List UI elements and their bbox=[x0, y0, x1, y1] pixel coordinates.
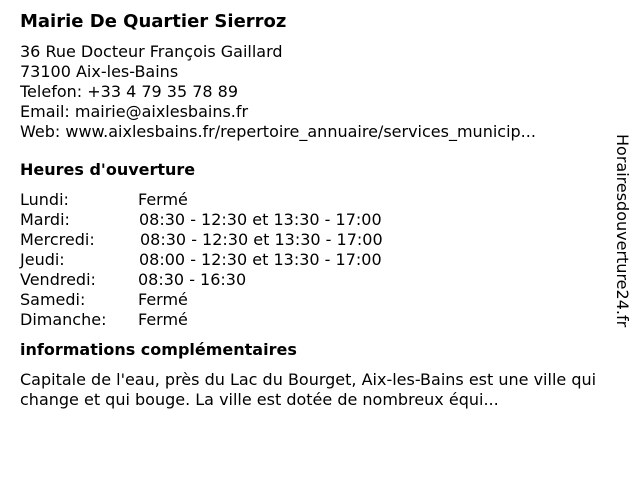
hours-row-mercredi bbox=[20, 230, 605, 250]
business-card bbox=[20, 10, 605, 410]
hours-value: 08:30 - 16:30 bbox=[138, 270, 247, 289]
day-label: Mardi: bbox=[20, 210, 70, 229]
page-title: Mairie De Quartier Sierroz bbox=[20, 11, 287, 32]
day-label: Samedi: bbox=[20, 290, 86, 309]
additional-info-text: Capitale de l'eau, près du Lac du Bourget, Aix-les-Bains est une ville qui change et qui bouge. La ville est dotée de nombreux équi... bbox=[20, 370, 597, 409]
hours-row-vendredi bbox=[20, 270, 605, 290]
hours-row-mardi bbox=[20, 210, 605, 230]
hours-value: Fermé bbox=[138, 310, 188, 329]
opening-hours-heading: Heures d'ouverture bbox=[20, 160, 196, 179]
hours-row-dimanche bbox=[20, 310, 605, 330]
hours-value: Fermé bbox=[138, 190, 188, 209]
hours-row-lundi bbox=[20, 190, 605, 210]
hours-value: Fermé bbox=[138, 290, 188, 309]
day-label: Lundi: bbox=[20, 190, 69, 209]
hours-value: 08:00 - 12:30 et 13:30 - 17:00 bbox=[139, 250, 382, 269]
hours-row-jeudi bbox=[20, 250, 605, 270]
opening-hours-table bbox=[20, 190, 605, 330]
address-city: 73100 Aix-les-Bains bbox=[20, 62, 179, 81]
phone-line: Telefon: +33 4 79 35 78 89 bbox=[20, 82, 239, 101]
email-line: Email: mairie@aixlesbains.fr bbox=[20, 102, 249, 121]
hours-value: 08:30 - 12:30 et 13:30 - 17:00 bbox=[140, 230, 383, 249]
day-label: Dimanche: bbox=[20, 310, 107, 329]
brand-watermark: Horairesdouverture24.fr bbox=[613, 134, 632, 328]
day-label: Vendredi: bbox=[20, 270, 96, 289]
additional-info-heading: informations complémentaires bbox=[20, 340, 297, 359]
day-label: Mercredi: bbox=[20, 230, 95, 249]
hours-row-samedi bbox=[20, 290, 605, 310]
day-label: Jeudi: bbox=[20, 250, 65, 269]
address-street: 36 Rue Docteur François Gaillard bbox=[20, 42, 283, 61]
web-line: Web: www.aixlesbains.fr/repertoire_annuaire/services_municip... bbox=[20, 122, 536, 141]
hours-value: 08:30 - 12:30 et 13:30 - 17:00 bbox=[139, 210, 382, 229]
